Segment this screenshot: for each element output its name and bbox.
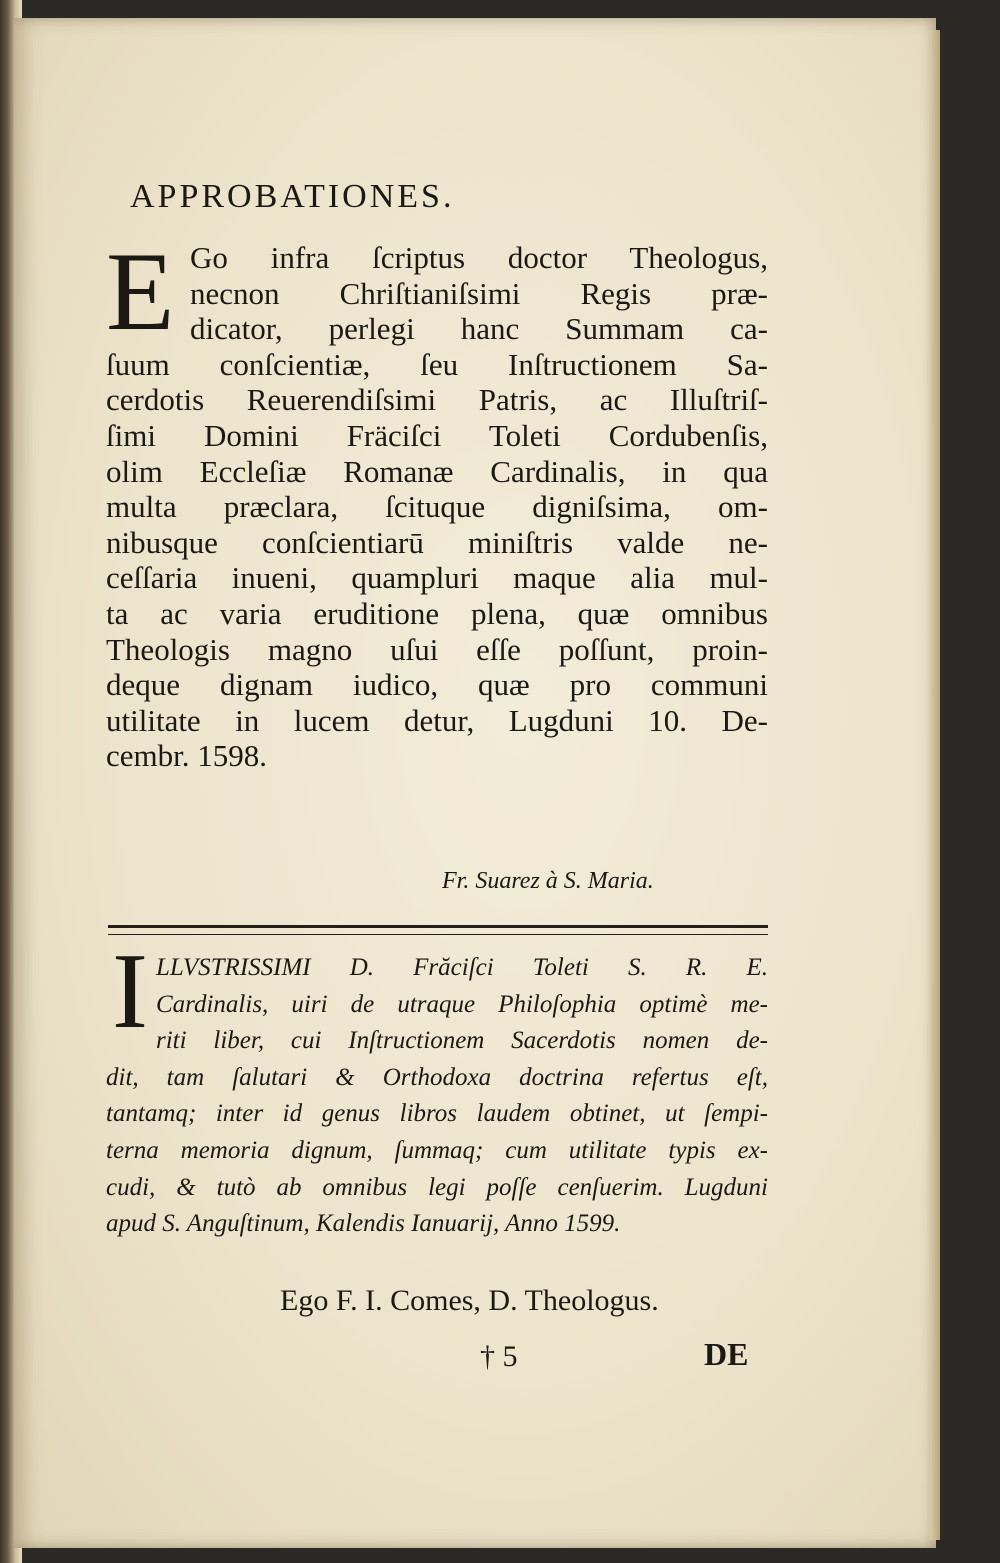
text-line: dit, tam ſalutari & Orthodoxa doctrina refertus eſt, bbox=[106, 1063, 768, 1091]
approbation-one-text bbox=[106, 230, 768, 774]
catchword: DE bbox=[704, 1336, 749, 1372]
approbation-one-signature: Fr. Suarez à S. Maria. bbox=[442, 868, 654, 894]
text-line: terna memoria dignum, ſummaq; cum utilitate typis ex- bbox=[106, 1136, 768, 1164]
text-line: ta ac varia eruditione plena, quæ omnibus bbox=[106, 595, 768, 631]
text-line: Go infra ſcriptus doctor Theologus, bbox=[190, 240, 768, 275]
text-line: ſuum conſcientiæ, ſeu Inſtructionem Sa- bbox=[106, 346, 768, 382]
drop-cap-initial: E bbox=[106, 230, 175, 354]
text-line: multa præclara, ſcituque digniſsima, om- bbox=[106, 489, 768, 525]
text-line: dicator, perlegi hanc Summam ca- bbox=[190, 311, 768, 347]
section-divider bbox=[108, 925, 768, 935]
approbation-two-signature: Ego F. I. Comes, D. Theologus. bbox=[280, 1284, 659, 1317]
text-line: ſimi Domini Fräciſci Toleti Cordubenſis, bbox=[106, 417, 768, 453]
printers-signature-mark: † 5 bbox=[480, 1340, 518, 1373]
text-line: cerdotis Reuerendiſsimi Patris, ac Illuſtriſ- bbox=[106, 382, 768, 418]
text-line: cembr. 1598. bbox=[106, 738, 267, 774]
page-heading: APPROBATIONES. bbox=[130, 178, 455, 215]
text-line: riti liber, cui Inſtructionem Sacerdotis nomen de- bbox=[156, 1027, 768, 1055]
text-line: tantamq; inter id genus libros laudem obtinet, ut ſempi- bbox=[106, 1100, 768, 1128]
text-line: utilitate in lucem detur, Lugduni 10. De- bbox=[106, 702, 768, 738]
page-fore-edge bbox=[930, 30, 940, 1540]
text-line: nibusque conſcientiarū miniſtris valde ne- bbox=[106, 524, 768, 560]
text-line: apud S. Anguſtinum, Kalendis Ianuarij, Anno 1599. bbox=[106, 1210, 621, 1238]
text-line: Cardinalis, uiri de utraque Philoſophia optimè me- bbox=[156, 990, 768, 1018]
approbation-two-text bbox=[106, 950, 768, 1243]
text-line: LLVSTRISSIMI D. Frăciſci Toleti S. R. E. bbox=[156, 954, 768, 981]
text-line: Theologis magno uſui eſſe poſſunt, proin- bbox=[106, 631, 768, 667]
text-line: cudi, & tutò ab omnibus legi poſſe cenſuerim. Lugduni bbox=[106, 1173, 768, 1201]
text-line: olim Eccleſiæ Romanæ Cardinalis, in qua bbox=[106, 453, 768, 489]
text-line: deque dignam iudico, quæ pro communi bbox=[106, 667, 768, 703]
drop-cap-initial: I bbox=[112, 932, 148, 1051]
text-line: necnon Chriſtianiſsimi Regis præ- bbox=[190, 275, 768, 311]
text-line: ceſſaria inueni, quampluri maque alia mul- bbox=[106, 560, 768, 596]
